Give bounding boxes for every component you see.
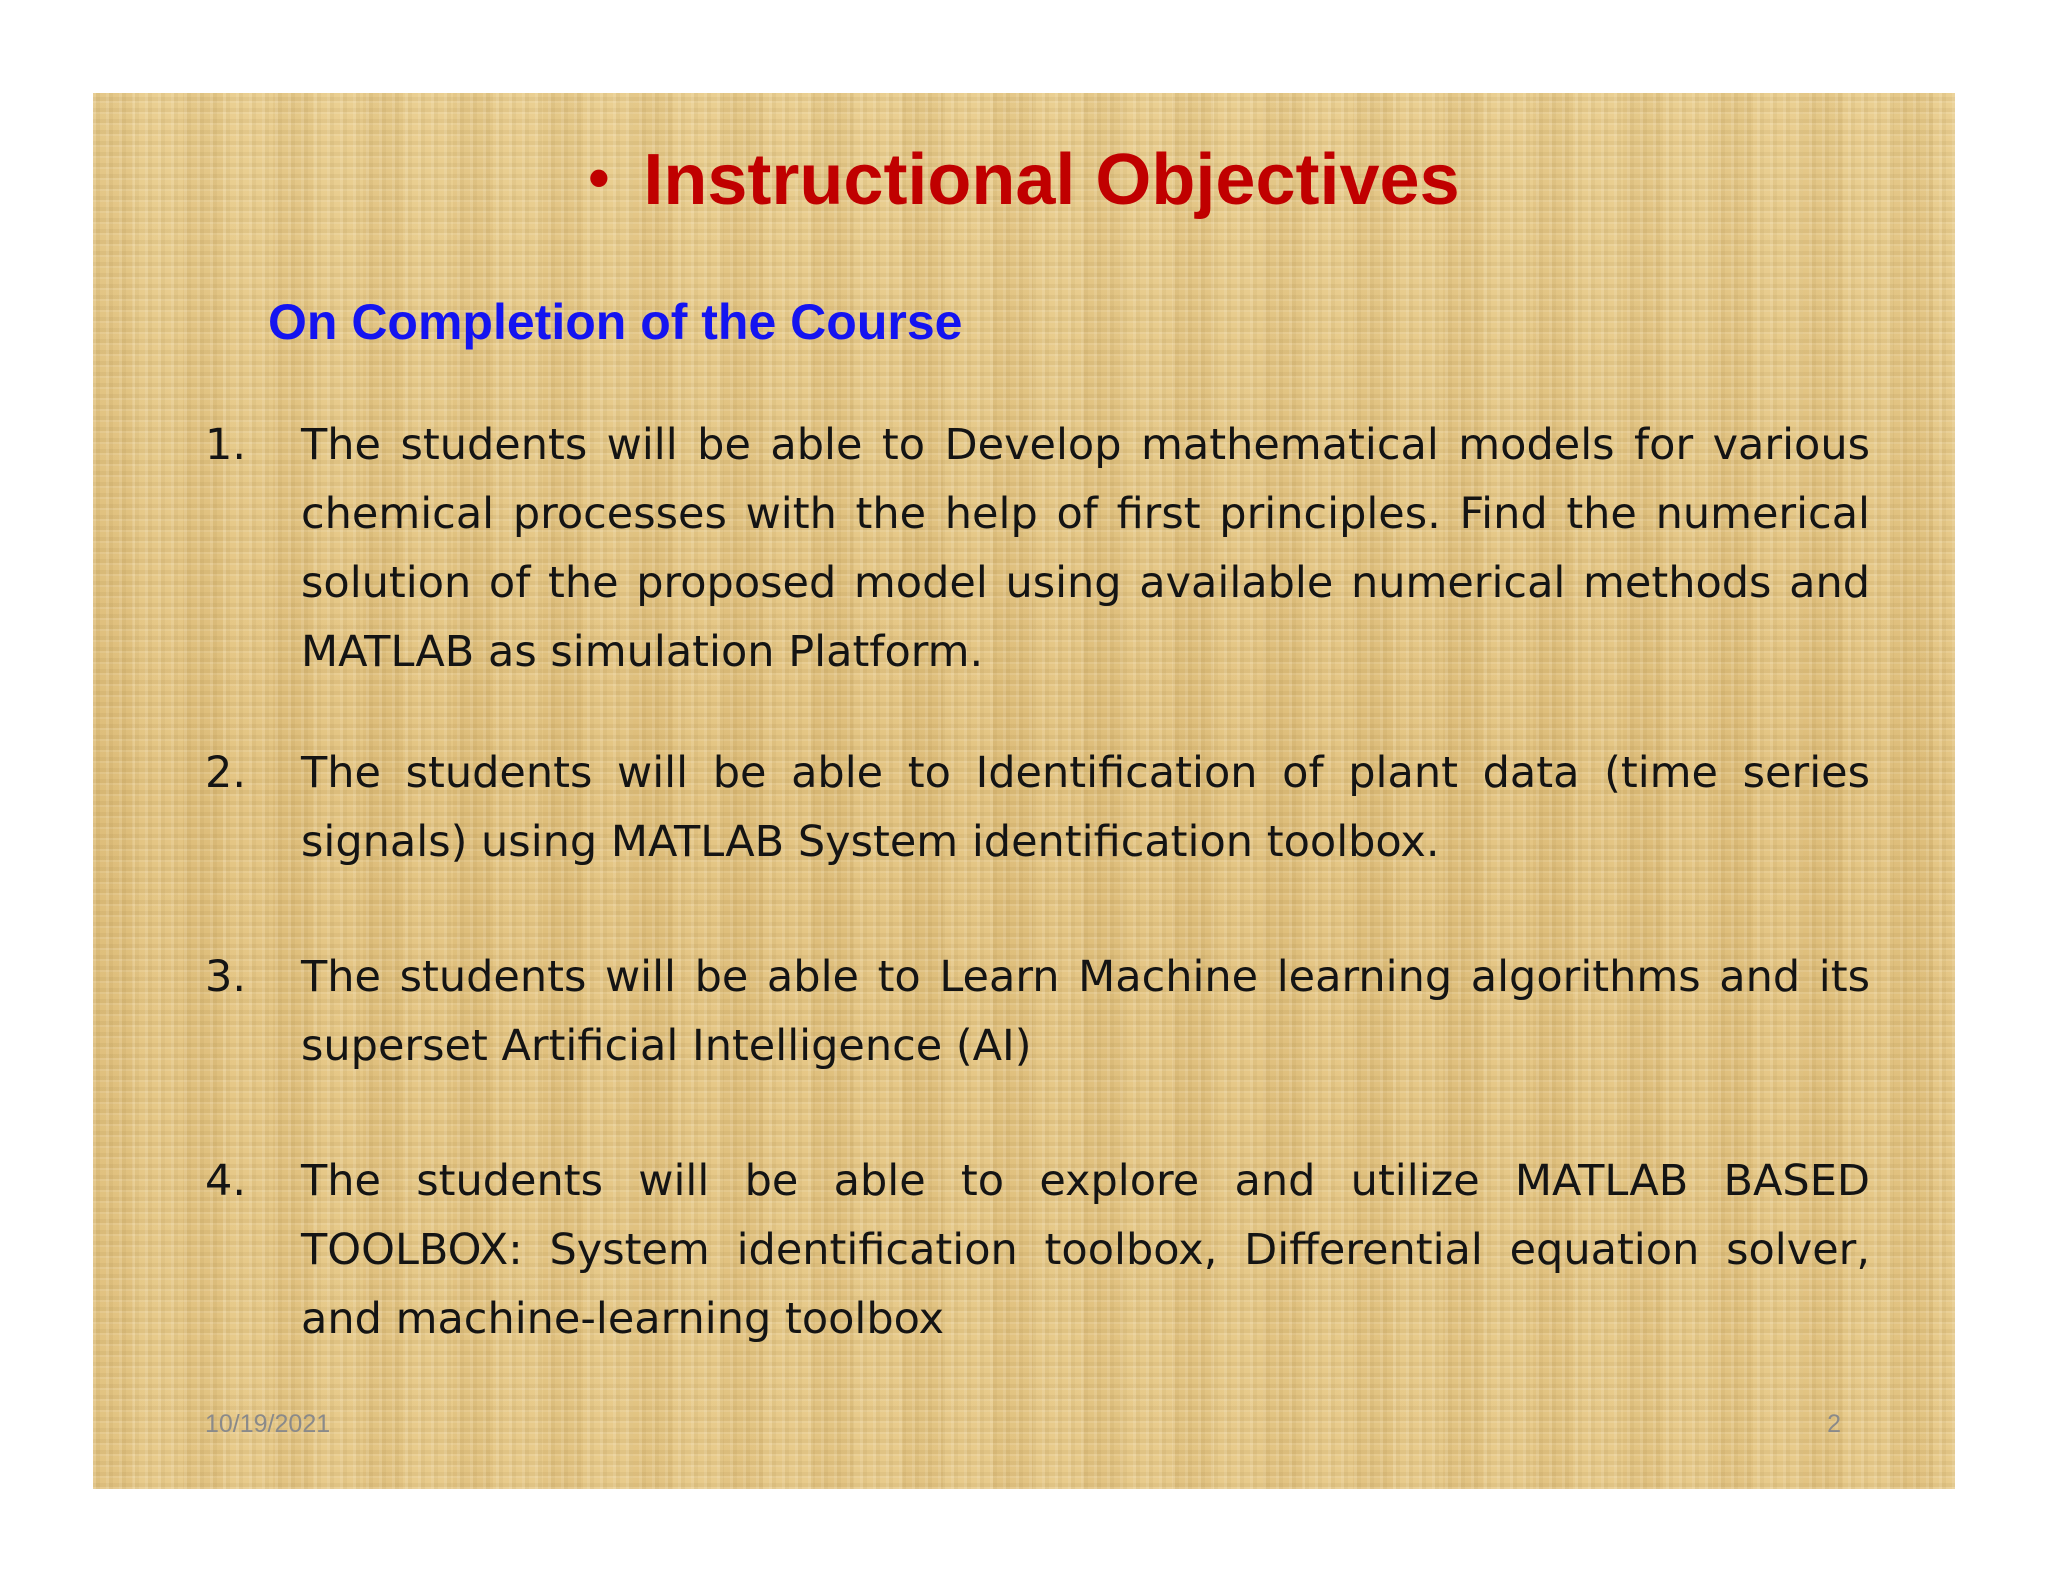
slide-subtitle: On Completion of the Course <box>268 294 963 350</box>
objective-text: The students will be able to explore and utilize MATLAB BASED TOOLBOX: System identification toolbox, Differential equation solver, and machine-learning toolbox <box>301 1156 1870 1344</box>
slide-title <box>93 139 1955 221</box>
objective-text: The students will be able to Develop mathematical models for various chemical processes with the help of first principles. Find the numerical solution of the proposed model using available numerical methods and MATLAB as simulation Platform. <box>301 420 1870 677</box>
footer-date: 10/19/2021 <box>205 1410 331 1438</box>
objective-item <box>205 739 1870 877</box>
objective-item <box>205 1147 1870 1354</box>
objectives-list <box>205 411 1870 1354</box>
objective-text: The students will be able to Learn Machine learning algorithms and its superset Artificial Intelligence (AI) <box>301 952 1870 1071</box>
objective-item <box>205 411 1870 687</box>
footer-page-number: 2 <box>1827 1410 1841 1438</box>
objective-number: 2. <box>205 748 247 798</box>
objective-number: 3. <box>205 952 247 1002</box>
title-text: Instructional Objectives <box>643 140 1460 220</box>
objective-number: 1. <box>205 420 247 470</box>
objective-number: 4. <box>205 1156 247 1206</box>
title-bullet: • <box>588 144 610 211</box>
objective-text: The students will be able to Identification of plant data (time series signals) using MATLAB System identification toolbox. <box>301 748 1870 867</box>
objective-item <box>205 943 1870 1081</box>
slide <box>93 93 1955 1489</box>
